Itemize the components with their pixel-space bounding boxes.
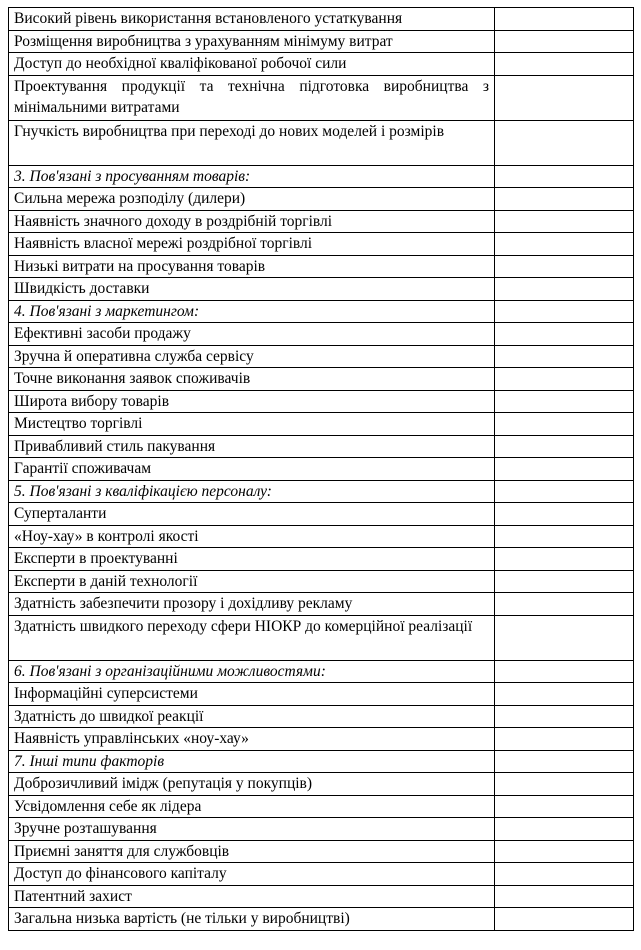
value-cell [495,548,634,571]
section-title: 5. Пов'язані з кваліфікацією персоналу: [9,480,495,503]
factor-row [9,683,634,706]
value-cell [495,435,634,458]
factor-label: Патентний захист [9,885,495,908]
value-cell [495,30,634,53]
factor-row [9,413,634,436]
factor-label: Здатність швидкого переходу сфери НІОКР до комерційної реалізації [9,615,495,660]
section-header-row [9,480,634,503]
factor-label: Наявність значного доходу в роздрібній торгівлі [9,210,495,233]
value-cell [495,53,634,76]
factor-label: Зручна й оперативна служба сервісу [9,345,495,368]
factor-label: Проектування продукції та технічна підготовка виробництва з мінімальними витратами [9,75,495,120]
value-cell [495,323,634,346]
value-cell [495,773,634,796]
section-title: 4. Пов'язані з маркетингом: [9,300,495,323]
factor-row [9,210,634,233]
factor-label: Суперталанти [9,503,495,526]
factor-row [9,75,634,120]
factor-row [9,908,634,931]
factor-label: Високий рівень використання встановленого устаткування [9,8,495,31]
factor-row [9,615,634,660]
value-cell [495,750,634,773]
factor-row [9,188,634,211]
factor-label: Точне виконання заявок споживачів [9,368,495,391]
factor-label: Експерти в проектуванні [9,548,495,571]
factor-row [9,863,634,886]
factor-label: Гарантії споживачам [9,458,495,481]
factor-label: Привабливий стиль пакування [9,435,495,458]
factor-row [9,818,634,841]
factor-label: Гнучкість виробництва при переході до нових моделей і розмірів [9,120,495,165]
factor-label: Доступ до фінансового капіталу [9,863,495,886]
factor-label: Наявність управлінських «ноу-хау» [9,728,495,751]
factor-label: Зручне розташування [9,818,495,841]
value-cell [495,885,634,908]
factors-table-body [9,8,634,931]
value-cell [495,75,634,120]
factor-row [9,503,634,526]
factor-row [9,458,634,481]
factor-row [9,53,634,76]
factor-label: Низькі витрати на просування товарів [9,255,495,278]
value-cell [495,525,634,548]
factor-row [9,233,634,256]
value-cell [495,863,634,886]
value-cell [495,210,634,233]
value-cell [495,480,634,503]
value-cell [495,188,634,211]
value-cell [495,8,634,31]
factor-label: Експерти в даній технології [9,570,495,593]
value-cell [495,908,634,931]
factor-row [9,323,634,346]
factor-label: Доступ до необхідної кваліфікованої робочої сили [9,53,495,76]
value-cell [495,458,634,481]
value-cell [495,413,634,436]
section-title: 7. Інші типи факторів [9,750,495,773]
factor-row [9,593,634,616]
factor-label: Широта вибору товарів [9,390,495,413]
value-cell [495,818,634,841]
section-title: 6. Пов'язані з організаційними можливостями: [9,660,495,683]
factor-label: Розміщення виробництва з урахуванням мінімуму витрат [9,30,495,53]
factor-row [9,390,634,413]
factor-row [9,278,634,301]
factor-label: Здатність до швидкої реакції [9,705,495,728]
factor-row [9,30,634,53]
value-cell [495,120,634,165]
value-cell [495,683,634,706]
factor-row [9,548,634,571]
factor-label: Приємні заняття для службовців [9,840,495,863]
value-cell [495,660,634,683]
value-cell [495,570,634,593]
factor-row [9,840,634,863]
factor-row [9,885,634,908]
factor-row [9,120,634,165]
factor-label: Мистецтво торгівлі [9,413,495,436]
factor-label: Здатність забезпечити прозору і дохідливу рекламу [9,593,495,616]
factor-row [9,795,634,818]
factor-row [9,773,634,796]
section-header-row [9,660,634,683]
value-cell [495,728,634,751]
factor-label: Сильна мережа розподілу (дилери) [9,188,495,211]
value-cell [495,390,634,413]
factor-row [9,8,634,31]
factor-row [9,435,634,458]
section-header-row [9,300,634,323]
factor-row [9,705,634,728]
factor-label: Інформаційні суперсистеми [9,683,495,706]
value-cell [495,345,634,368]
section-header-row [9,165,634,188]
factor-label: Усвідомлення себе як лідера [9,795,495,818]
value-cell [495,615,634,660]
section-title: 3. Пов'язані з просуванням товарів: [9,165,495,188]
value-cell [495,795,634,818]
factor-label: «Ноу-хау» в контролі якості [9,525,495,548]
value-cell [495,300,634,323]
value-cell [495,165,634,188]
factor-label: Ефективні засоби продажу [9,323,495,346]
factor-row [9,255,634,278]
factor-row [9,368,634,391]
value-cell [495,368,634,391]
factor-label: Загальна низька вартість (не тільки у виробництві) [9,908,495,931]
factor-label: Доброзичливий імідж (репутація у покупців) [9,773,495,796]
factor-label: Наявність власної мережі роздрібної торгівлі [9,233,495,256]
factor-label: Швидкість доставки [9,278,495,301]
factor-row [9,345,634,368]
section-header-row [9,750,634,773]
factor-row [9,728,634,751]
value-cell [495,840,634,863]
value-cell [495,233,634,256]
factors-table [8,7,634,931]
value-cell [495,278,634,301]
value-cell [495,255,634,278]
factor-row [9,525,634,548]
value-cell [495,593,634,616]
factor-row [9,570,634,593]
value-cell [495,503,634,526]
value-cell [495,705,634,728]
